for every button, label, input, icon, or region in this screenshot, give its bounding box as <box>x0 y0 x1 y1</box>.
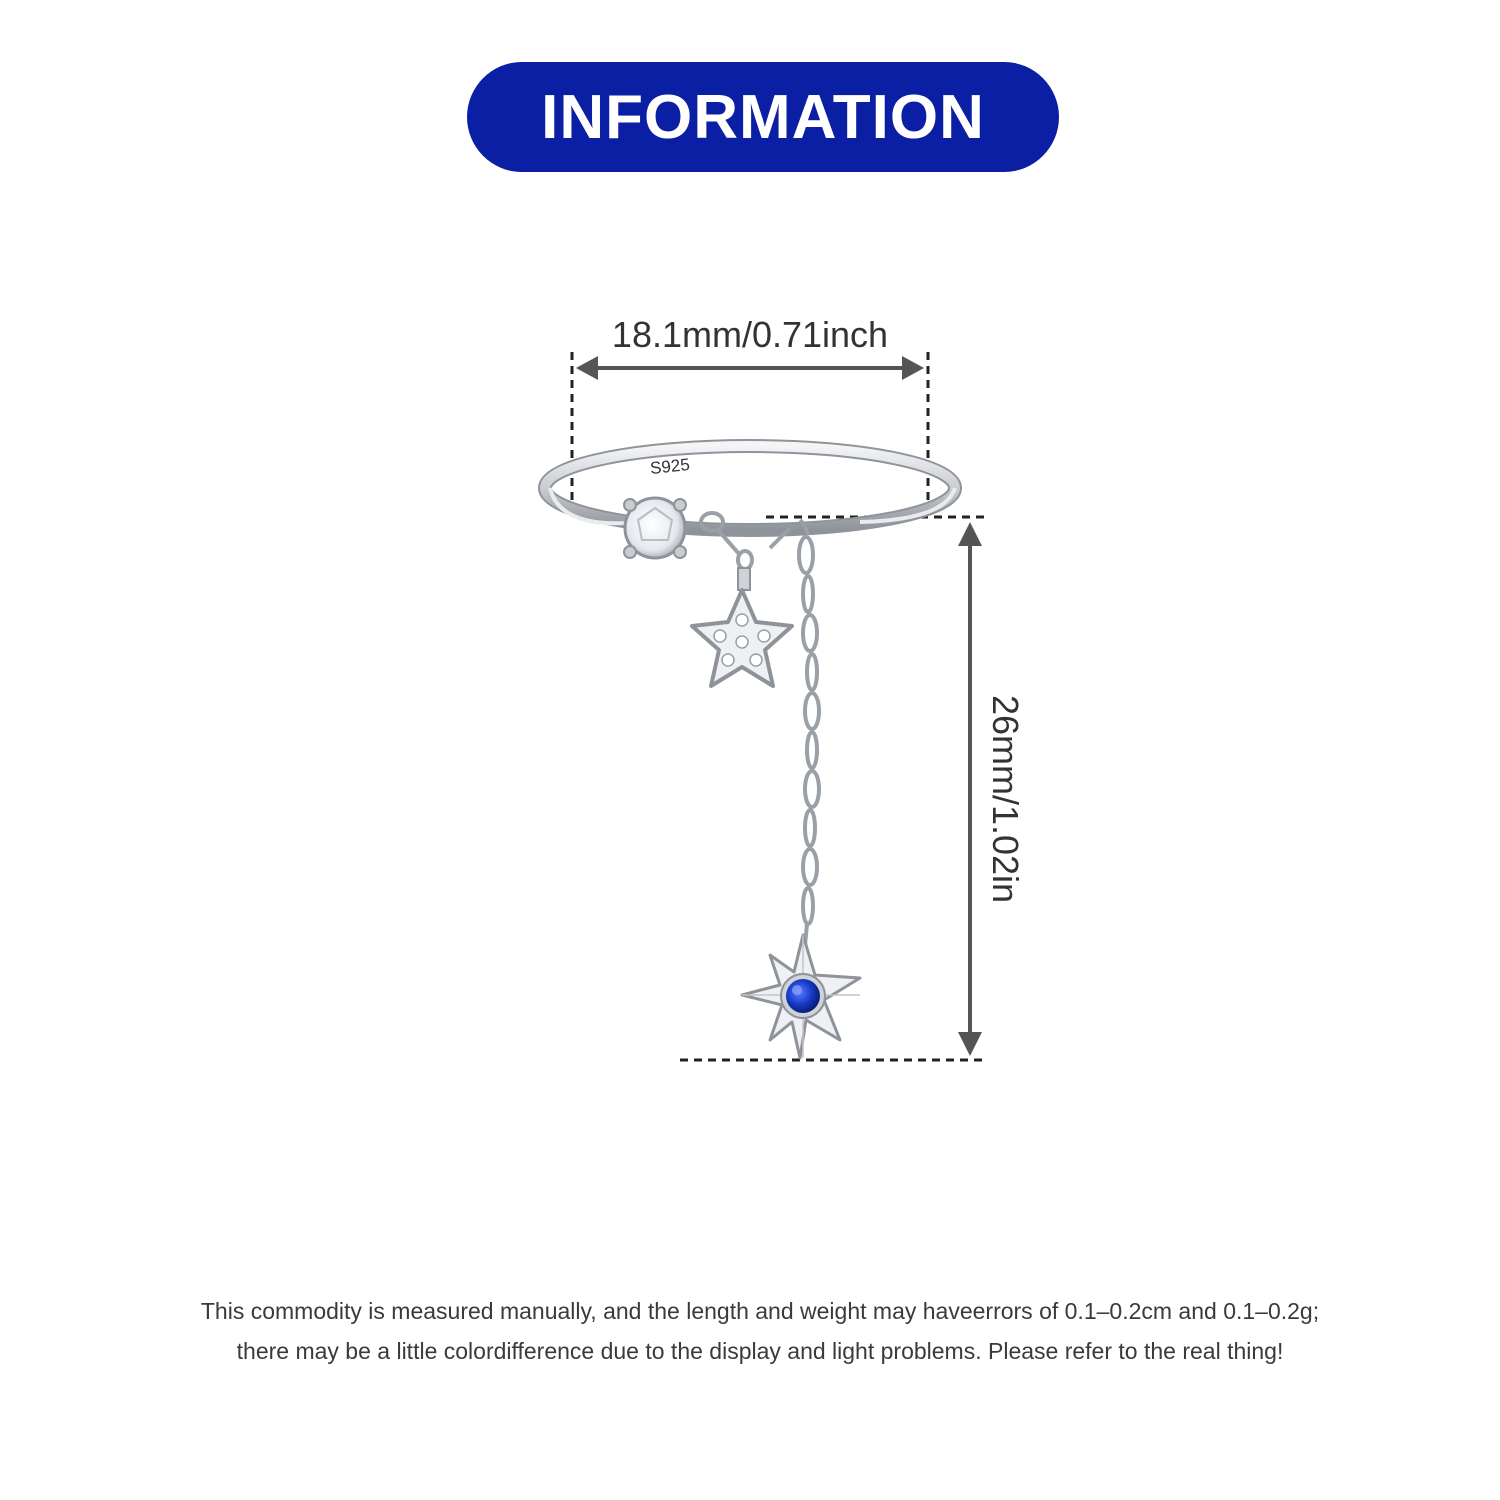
round-diamond <box>624 498 686 558</box>
starburst-pendant <box>742 935 860 1058</box>
ring-band <box>545 446 955 530</box>
disclaimer-line-2: there may be a little colordifference due to the display and light problems. Please refer to the real thing! <box>236 1338 1284 1364</box>
width-dimension <box>572 352 928 510</box>
s925-stamp: S925 <box>649 454 691 479</box>
disclaimer-line-1: This commodity is measured manually, and the length and weight may haveerrors of 0.1–0.2cm and 0.1–0.2g; <box>200 1298 1320 1324</box>
height-measurement-label: 26mm/1.02in <box>985 694 1026 904</box>
hanging-chain <box>799 520 819 945</box>
width-measurement-label: 18.1mm/0.71inch <box>611 314 889 355</box>
star-charm <box>692 590 792 686</box>
information-title: INFORMATION <box>541 82 985 152</box>
